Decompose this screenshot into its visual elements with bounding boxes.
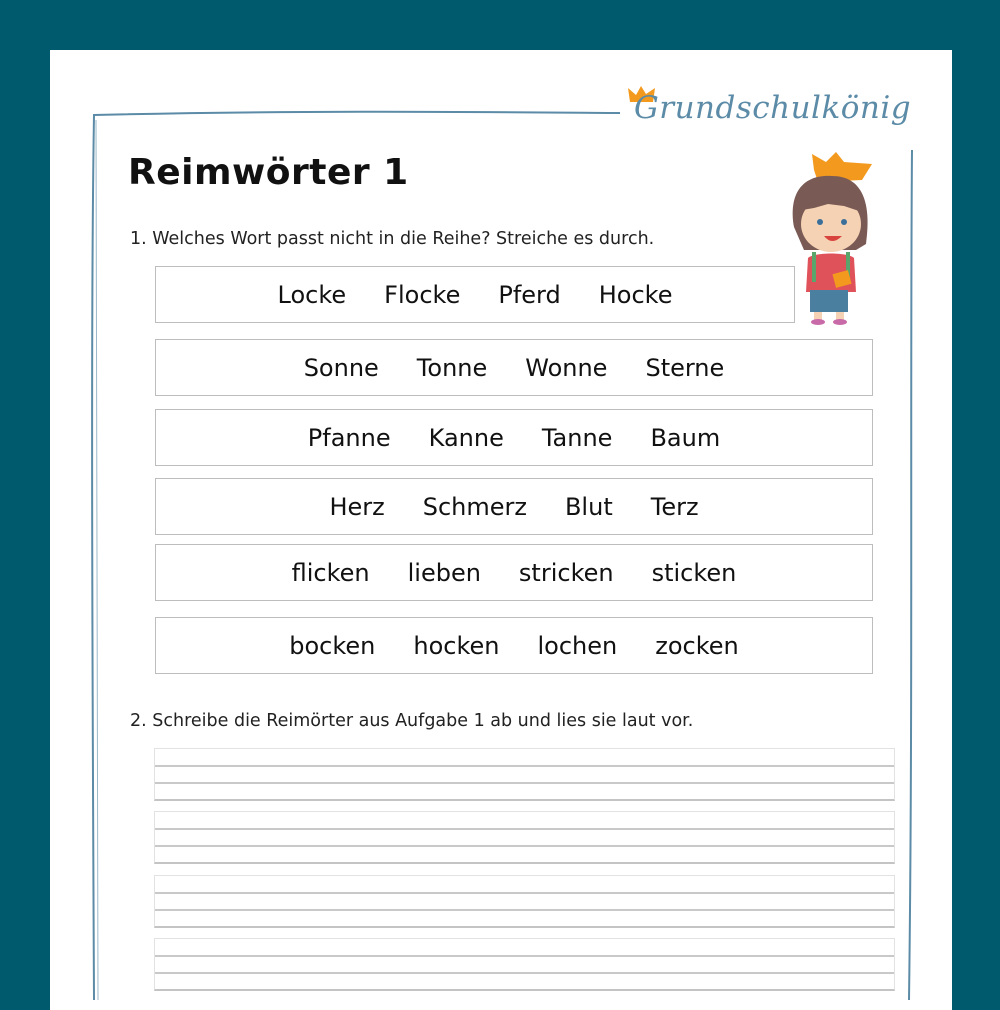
word[interactable]: Sterne: [645, 353, 725, 382]
word[interactable]: Flocke: [384, 280, 461, 309]
word[interactable]: Herz: [329, 492, 385, 521]
word[interactable]: flicken: [291, 558, 370, 587]
word[interactable]: Terz: [650, 492, 699, 521]
writing-lines-3[interactable]: [154, 875, 895, 928]
girl-with-crown-illustration: [784, 152, 879, 327]
word[interactable]: stricken: [518, 558, 614, 587]
word[interactable]: Tanne: [541, 423, 613, 452]
brand-logo: Grundschulkönig: [634, 90, 912, 126]
word[interactable]: Pferd: [498, 280, 561, 309]
word-row-3: [155, 409, 873, 466]
word[interactable]: Pfanne: [307, 423, 391, 452]
word[interactable]: Locke: [277, 280, 347, 309]
task-1-instruction: 1. Welches Wort passt nicht in die Reihe? Streiche es durch.: [130, 229, 655, 249]
word-row-6: [155, 617, 873, 674]
page-title: Reimwörter 1: [128, 152, 409, 193]
writing-lines-2[interactable]: [154, 811, 895, 864]
word[interactable]: lieben: [407, 558, 481, 587]
word[interactable]: Schmerz: [422, 492, 527, 521]
word[interactable]: bocken: [289, 631, 376, 660]
word-row-2: [155, 339, 873, 396]
word[interactable]: Hocke: [598, 280, 673, 309]
word[interactable]: Wonne: [525, 353, 608, 382]
word[interactable]: Sonne: [303, 353, 379, 382]
word-row-5: [155, 544, 873, 601]
word[interactable]: sticken: [651, 558, 737, 587]
word[interactable]: lochen: [537, 631, 618, 660]
word[interactable]: Baum: [650, 423, 721, 452]
word[interactable]: hocken: [413, 631, 500, 660]
task-2-instruction: 2. Schreibe die Reimörter aus Aufgabe 1 ab und lies sie laut vor.: [130, 711, 694, 731]
word[interactable]: zocken: [655, 631, 739, 660]
word[interactable]: Blut: [564, 492, 613, 521]
word[interactable]: Kanne: [428, 423, 504, 452]
word[interactable]: Tonne: [416, 353, 488, 382]
writing-lines-1[interactable]: [154, 748, 895, 801]
word-row-4: [155, 478, 873, 535]
writing-lines-4[interactable]: [154, 938, 895, 991]
word-row-1: [155, 266, 795, 323]
